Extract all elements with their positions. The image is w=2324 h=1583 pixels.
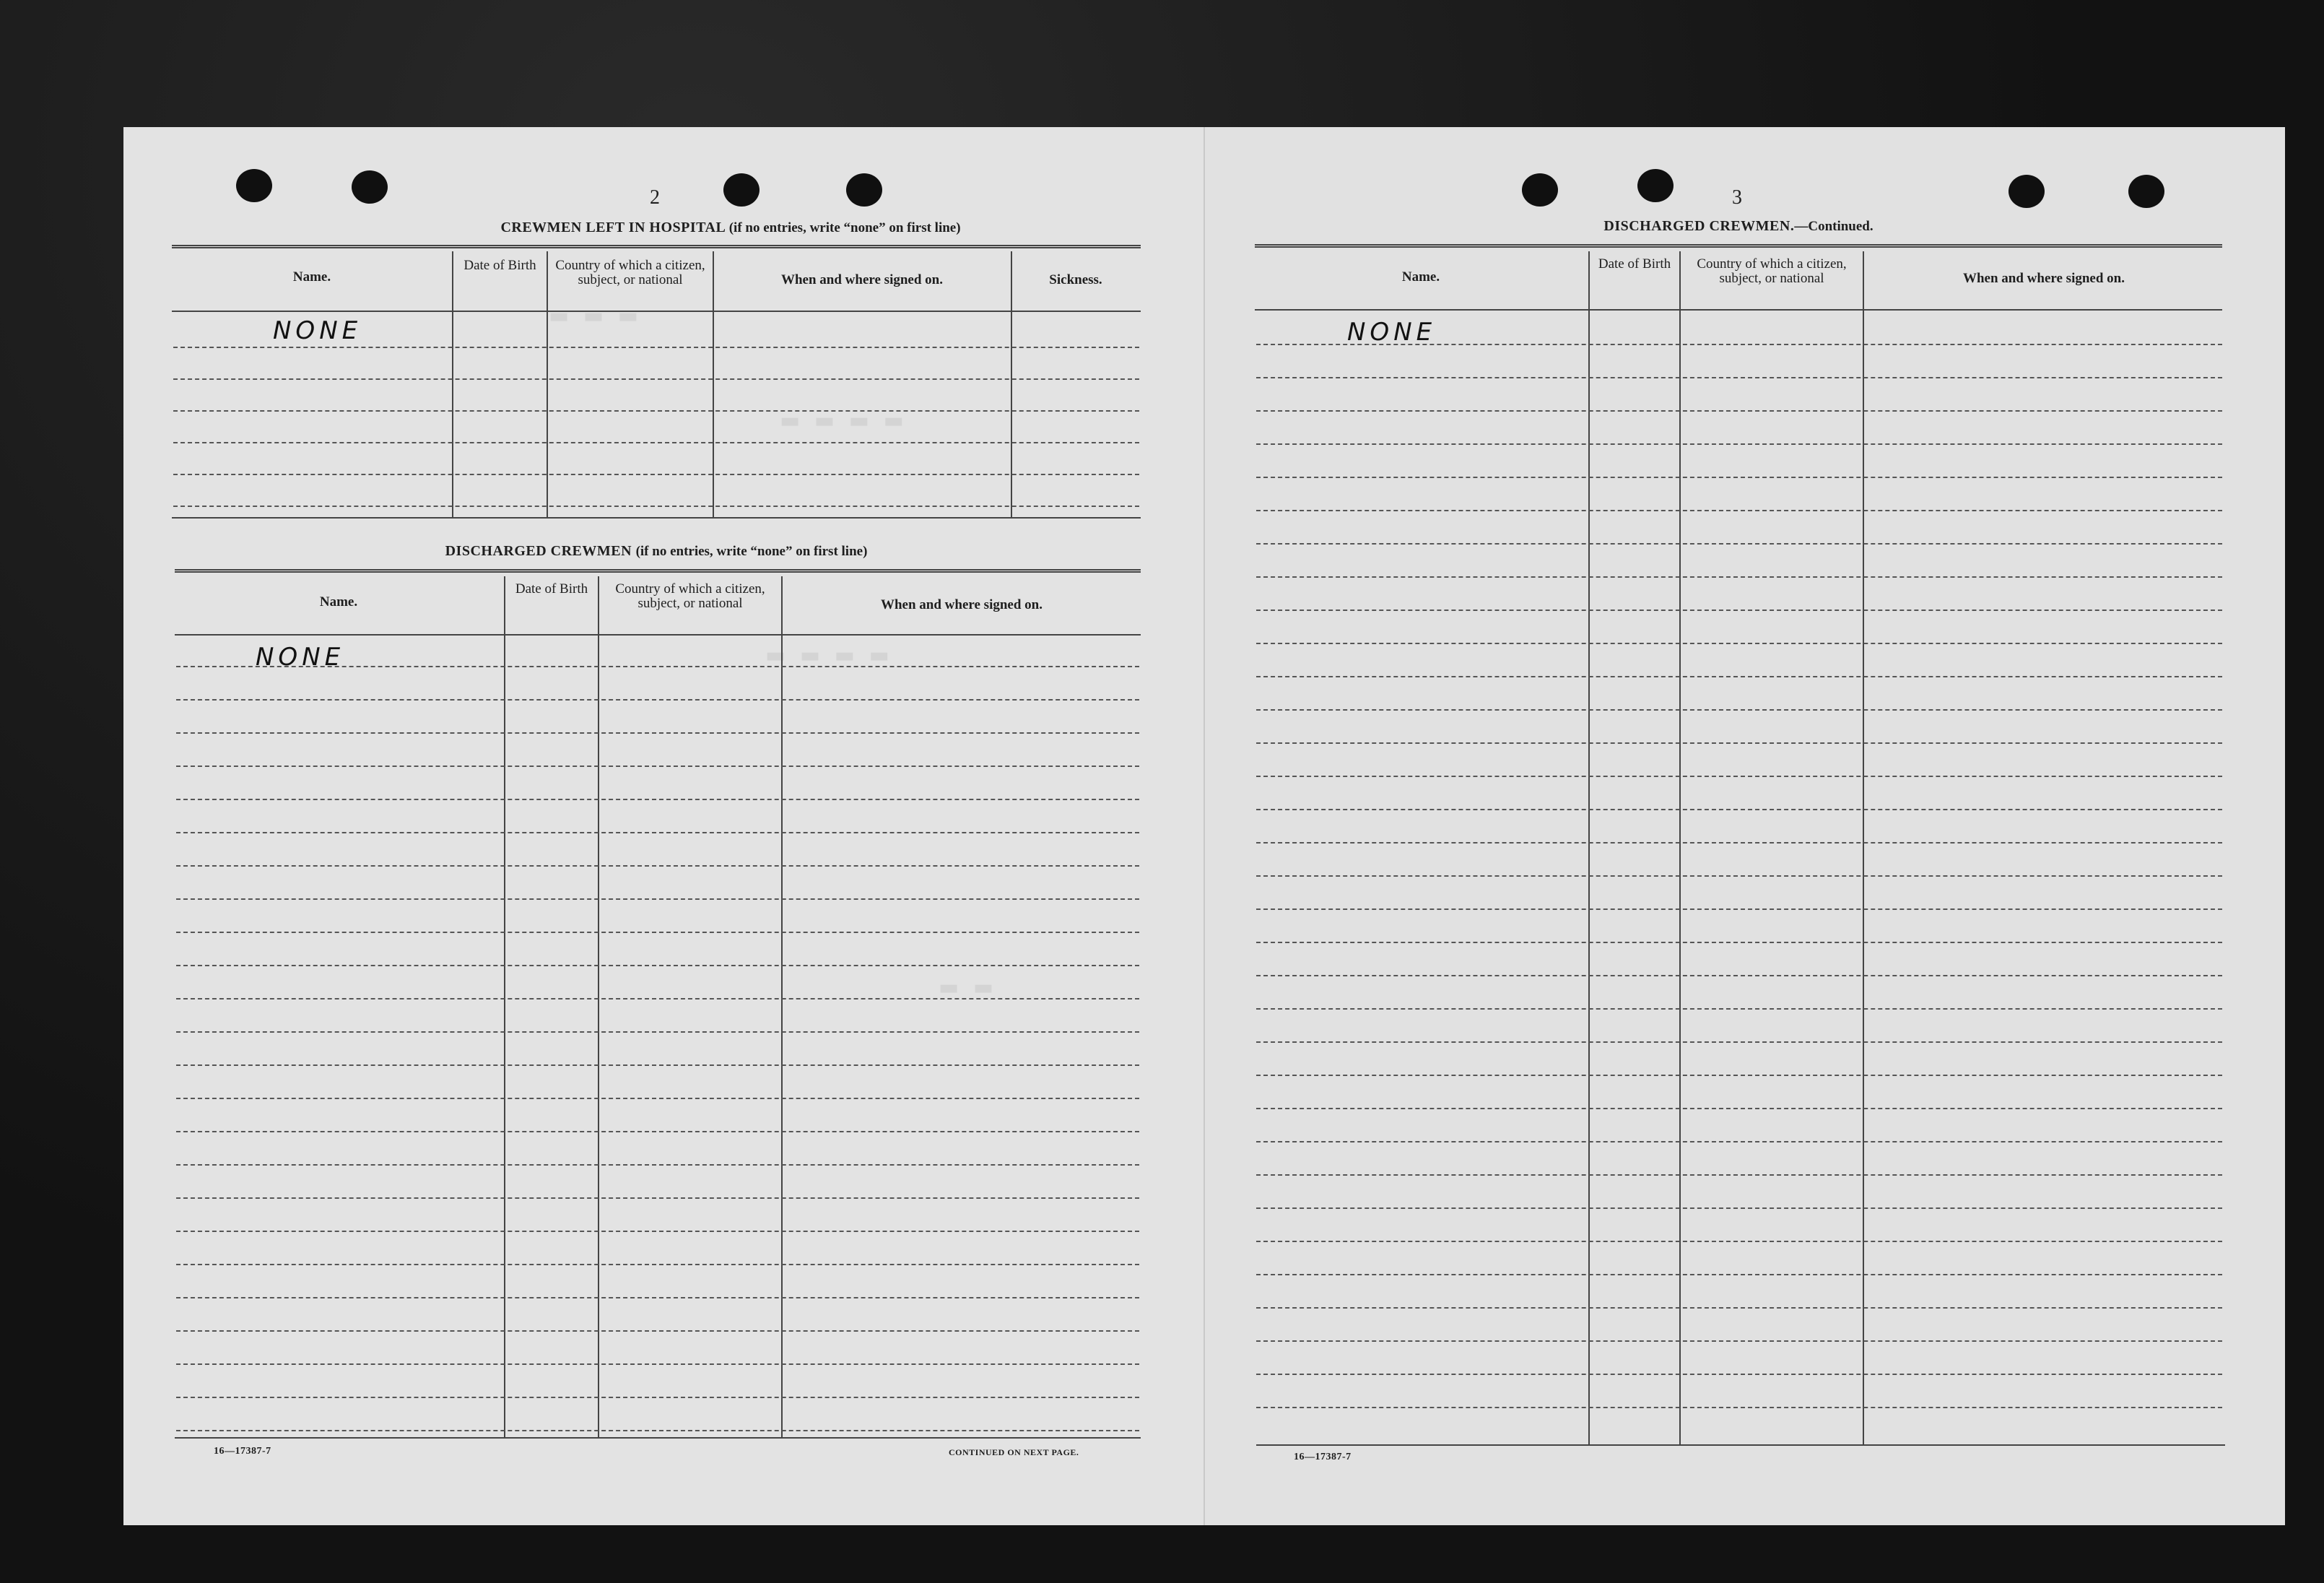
header-bottom-rule <box>172 311 1141 312</box>
page-number: 2 <box>650 186 660 209</box>
column-divider <box>504 576 505 1437</box>
column-divider <box>1863 251 1864 1444</box>
form-row-line <box>176 1297 1139 1298</box>
col-header-dob: Date of Birth <box>464 258 536 273</box>
col-header-country: Country of which a citizen, subject, or national <box>615 581 765 611</box>
table-top-rule <box>1255 244 2222 250</box>
column-divider <box>1679 251 1681 1444</box>
form-number: 16—17387-7 <box>214 1446 271 1457</box>
column-divider <box>781 576 783 1437</box>
form-row-line <box>1256 809 2222 810</box>
column-divider <box>1588 251 1590 1444</box>
form-row-line <box>176 1397 1139 1398</box>
col-header-signed-on: When and where signed on. <box>880 597 1043 612</box>
punch-hole <box>2009 175 2045 208</box>
form-row-line <box>1256 1241 2222 1242</box>
page-fold <box>1204 127 1205 1525</box>
bleed-through-mark: ▬ ▬ ▬ <box>549 303 643 329</box>
bleed-through-mark: ▬ ▬ <box>939 975 998 1000</box>
bleed-through-mark: ▬ ▬ ▬ ▬ <box>765 643 893 668</box>
form-row-line <box>173 410 1139 412</box>
form-row-line <box>173 506 1139 507</box>
table-bottom-rule <box>1256 1444 2225 1446</box>
form-row-line <box>176 732 1139 734</box>
form-row-line <box>1256 842 2222 843</box>
form-row-line <box>1256 1075 2222 1076</box>
continued-title-text: DISCHARGED CREWMEN. <box>1603 218 1795 234</box>
form-row-line <box>1256 643 2222 644</box>
punch-hole <box>352 170 388 204</box>
handwritten-entry: NONE <box>1347 318 1437 347</box>
form-number: 16—17387-7 <box>1294 1452 1352 1462</box>
page-number: 3 <box>1732 186 1742 209</box>
form-row-line <box>176 1164 1139 1166</box>
form-row-line <box>1256 1141 2222 1142</box>
form-row-line <box>1256 709 2222 711</box>
form-row-line <box>176 865 1139 867</box>
form-row-line <box>1256 1008 2222 1010</box>
punch-hole <box>723 173 760 207</box>
form-row-line <box>176 799 1139 800</box>
col-header-signed-on: When and where signed on. <box>780 272 943 287</box>
table-top-rule <box>172 245 1141 251</box>
column-divider <box>598 576 599 1437</box>
form-row-line <box>1256 1407 2222 1408</box>
form-row-line <box>176 932 1139 933</box>
col-header-country: Country of which a citizen, subject, or national <box>1697 256 1847 286</box>
punch-hole <box>1637 169 1674 202</box>
form-row-line <box>173 442 1139 443</box>
form-row-line <box>176 832 1139 833</box>
col-header-signed-on: When and where signed on. <box>1962 271 2125 286</box>
form-row-line <box>173 474 1139 475</box>
form-row-line <box>176 998 1139 999</box>
col-header-name: Name. <box>319 594 358 610</box>
form-row-line <box>1256 1340 2222 1342</box>
form-row-line <box>1256 344 2222 345</box>
punch-hole <box>846 173 882 207</box>
column-divider <box>452 251 453 519</box>
header-bottom-rule <box>1255 309 2222 311</box>
form-row-line <box>1256 377 2222 378</box>
table-bottom-rule <box>172 517 1141 519</box>
form-row-line <box>176 1363 1139 1365</box>
column-divider <box>1011 251 1012 519</box>
form-row-line <box>1256 676 2222 677</box>
form-row-line <box>1256 543 2222 545</box>
form-row-line <box>1256 1174 2222 1176</box>
bleed-through-mark: ▬ ▬ ▬ ▬ <box>780 408 908 433</box>
punch-hole <box>2128 175 2164 208</box>
form-row-line <box>1256 410 2222 412</box>
form-row-line <box>176 1064 1139 1066</box>
col-header-dob: Date of Birth <box>515 581 588 597</box>
form-row-line <box>1256 908 2222 910</box>
form-row-line <box>1256 443 2222 445</box>
form-row-line <box>1256 875 2222 877</box>
form-row-line <box>176 1231 1139 1232</box>
form-row-line <box>176 666 1139 667</box>
continued-note: CONTINUED ON NEXT PAGE. <box>949 1447 1079 1457</box>
col-header-country: Country of which a citizen, subject, or national <box>555 258 705 287</box>
form-row-line <box>176 1031 1139 1033</box>
continued-subtitle: —Continued. <box>1794 219 1873 234</box>
handwritten-entry: NONE <box>256 643 345 672</box>
form-row-line <box>1256 510 2222 511</box>
form-row-line <box>1256 776 2222 777</box>
form-row-line <box>1256 1041 2222 1043</box>
form-row-line <box>176 1264 1139 1265</box>
handwritten-entry: NONE <box>273 316 362 345</box>
form-row-line <box>176 699 1139 701</box>
punch-hole <box>236 169 272 202</box>
discharged-continued-title <box>1603 218 1873 235</box>
table-top-rule <box>175 569 1141 575</box>
form-row-line <box>176 1330 1139 1332</box>
form-row-line <box>1256 576 2222 578</box>
form-row-line <box>1256 1307 2222 1309</box>
hospital-section-title <box>500 220 960 236</box>
form-row-line <box>176 1131 1139 1132</box>
discharged-instruction: (if no entries, write “none” on first line) <box>635 544 868 559</box>
punch-hole <box>1522 173 1558 207</box>
form-row-line <box>1256 1108 2222 1109</box>
form-row-line <box>176 1197 1139 1199</box>
hospital-instruction: (if no entries, write “none” on first line) <box>728 220 961 235</box>
form-row-line <box>1256 742 2222 744</box>
form-row-line <box>1256 975 2222 976</box>
form-row-line <box>1256 1274 2222 1275</box>
col-header-dob: Date of Birth <box>1598 256 1671 272</box>
col-header-name: Name. <box>292 269 331 285</box>
discharged-title-text: DISCHARGED CREWMEN <box>445 543 632 559</box>
form-row-line <box>1256 1207 2222 1209</box>
form-row-line <box>176 1098 1139 1099</box>
hospital-title-text: CREWMEN LEFT IN HOSPITAL <box>500 220 726 235</box>
col-header-sickness: Sickness. <box>1049 272 1102 287</box>
column-divider <box>547 251 548 519</box>
form-row-line <box>173 378 1139 380</box>
form-row-line <box>176 766 1139 767</box>
form-row-line <box>176 965 1139 966</box>
table-bottom-rule <box>175 1437 1141 1439</box>
header-bottom-rule <box>175 634 1141 636</box>
form-row-line <box>176 1430 1139 1431</box>
form-row-line <box>1256 1374 2222 1375</box>
discharged-section-title <box>445 543 868 560</box>
form-row-line <box>1256 610 2222 611</box>
col-header-name: Name. <box>1401 269 1440 285</box>
form-row-line <box>1256 477 2222 478</box>
form-row-line <box>173 347 1139 348</box>
form-row-line <box>1256 942 2222 943</box>
form-row-line <box>176 898 1139 900</box>
column-divider <box>713 251 714 519</box>
